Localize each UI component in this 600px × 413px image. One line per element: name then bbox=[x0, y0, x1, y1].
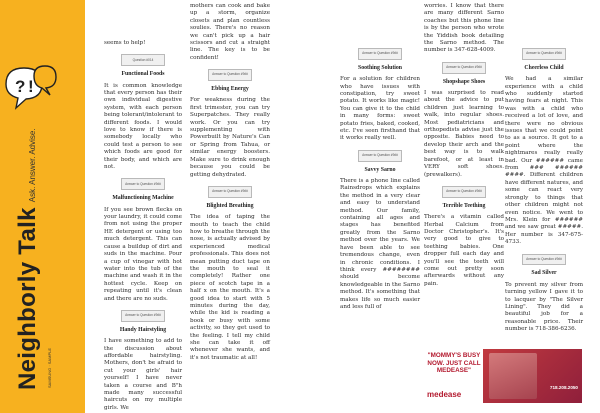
ad-right-panel bbox=[483, 349, 582, 403]
question-tag: Answer to Question #9## bbox=[121, 178, 165, 190]
section-body: For a solution for children who have issues with constipation, try sweet potato. It works like magic! You can give it to the child in many forms: sweet potato fries, baked, cooked, etc. I've seen firsthand that it works really well. bbox=[340, 76, 420, 142]
question-tag: Answer to Question #9## bbox=[522, 254, 566, 266]
section-body: For weakness during the first trimester, you can try Superpatches. They really work. Or you can try supplementing with Powerbuilt by Nature's Can or Spring from Tahua, or similar energy boosters. Make sure to drink enough because you could be getting dehydrated. bbox=[190, 97, 270, 178]
medease-advertisement[interactable] bbox=[425, 349, 582, 403]
question-tag: Answer to Question #9## bbox=[442, 186, 486, 198]
section-heading: Malfunctioning Machine bbox=[112, 195, 174, 202]
svg-text:?: ? bbox=[15, 77, 26, 96]
section-body: There's a vitamin called Herbal Calcium from Doctor Christopher's. It's very good to give to teething babies. One dropper full each day and you'll see the teeth will come out pretty soon afterwards without any pain. bbox=[424, 214, 504, 287]
section-heading: Shopshape Shoes bbox=[442, 78, 486, 85]
ad-brand: medease bbox=[427, 390, 462, 399]
intro-text: mothers can cook and bake up a storm, organize closets and plan countless soulies. There's no reason we can't pick up a hair scissors and cut a straight line. The key is to be confident! bbox=[190, 3, 270, 61]
question-tag: Answer to Question #9## bbox=[208, 186, 252, 198]
ad-left-panel bbox=[425, 349, 483, 403]
column-2 bbox=[190, 0, 270, 413]
question-tag: Answer to Question #9## bbox=[358, 150, 402, 162]
sidebar-small-text: SAMSUNG · SAMPLE bbox=[47, 347, 52, 388]
section-body: There is a phone line called Rainsdrops which explains the method in a very clear and easy to understand method. Our family, containing all ages and stages has benefited greatly from the Sarno method over the years. We have been able to see tremendous change, even in chronic conditions. I think every ######## should become knowledgeable in the Sarno method. It's something that makes life so much easier and less full of bbox=[340, 178, 420, 310]
svg-text:!: ! bbox=[28, 77, 34, 96]
section-body: It is common knowledge that every person has their own individual digestive system, with each person being tolerant/intolerant to different foods. I would love to know if there is somebody locally who could test a person to see which foods are good for their body, and which are not. bbox=[104, 82, 182, 171]
title-text: Neighborly Talk bbox=[14, 207, 41, 390]
section-heading: Cheerless Child bbox=[524, 64, 564, 71]
section-heading: Handy Hairstyling bbox=[119, 326, 167, 333]
sidebar bbox=[0, 0, 85, 413]
intro-text: worries. I know that there are many different Sarno coaches but this phone line is by the person who wrote the Yiddish book detailing the Sarno method. The number is 347-628-4009. bbox=[424, 3, 504, 54]
section-body: If you see brown flecks on your laundry, it could come from not using the proper HE detergent or using too much detergent. This can cause a buildup of dirt and suds in the machine. Pour a cup of vinegar with hot water into the tub of the machine and wash it in the hottest cycle. Keep on repeating until it's clean and there are no suds. bbox=[104, 206, 182, 302]
question-tag: Question #014 bbox=[121, 54, 165, 66]
section-heading: Sad Silver bbox=[531, 270, 557, 277]
question-tag: Answer to Question #9## bbox=[208, 69, 252, 81]
question-tag: Answer to Question #9## bbox=[121, 310, 165, 322]
ad-headline: "MOMMY'S BUSY NOW. JUST CALL MEDEASE" bbox=[427, 352, 481, 375]
section-heading: Savvy Sarno bbox=[364, 166, 396, 173]
section-body: We had a similar experience with a child who suddenly started having fears at night. This was with a child who received a lot of love, and there were no obvious issues that we could point to as a source. It got to a point where the nightmares really really bad. Our ###### came from ### ###### ####. Different children have different natures, and some can react very strongly to things that other children might not even notice. We went to Mrs. Klein for ###### and we saw great #####. Her number is 347-675-4733. bbox=[505, 76, 583, 246]
section-title bbox=[14, 128, 42, 390]
section-body: To prevent my silver from turning yellow I gave it to to lacquer by "The Silver Lining". They did a beautiful job for a reasonable price. Their number is 718-386-6236. bbox=[505, 281, 583, 333]
column-3 bbox=[340, 0, 420, 413]
subtitle-text: Ask. Answer. Advise. bbox=[28, 128, 37, 203]
speech-bubbles-icon bbox=[2, 62, 58, 112]
section-heading: Soothing Solution bbox=[358, 64, 402, 71]
question-tag: Answer to Question #9## bbox=[522, 48, 566, 60]
question-tag: Answer to Question #9## bbox=[358, 48, 402, 60]
ad-photo bbox=[489, 353, 537, 399]
section-heading: Blighted Breathing bbox=[206, 202, 254, 209]
section-body: I was surprised to read about the advice to put children just learning to walk, into regular shoes. Most pediatricians and orthopedists advise just the opposite. Babies need to develop their arch and the best way is to walk barefoot, or at least in VERY soft shoes. (prewalkers). bbox=[424, 90, 504, 178]
ad-phone: 718.208.2050 bbox=[549, 385, 578, 390]
intro-text: seems to help! bbox=[104, 40, 146, 46]
section-body: The idea of taping the mouth to teach the child how to breathe through the nose, is actually advised by experienced medical professionals. This does not mean putting duct tape on the mouth to seal it completely! Rather one piece of scotch tape in a half x on the mouth. It's a good idea to start with 5 minutes during the day, while the kid is reading a book or busy with some activity, so they get used to the feeling. I tell my child she can take it off whenever she wants, and it's not traumatic at all! bbox=[190, 214, 270, 361]
column-1 bbox=[104, 0, 182, 413]
section-heading: Functional Foods bbox=[121, 71, 165, 78]
section-heading: Ebbing Energy bbox=[211, 86, 249, 93]
section-body: I have something to add to the discussion about affordable hairstyling. Mothers, don't be afraid to cut your girls' hair yourself! I have never taken a course and B"h made many successful haircuts on my multiple girls. We bbox=[104, 338, 182, 411]
section-heading: Terrible Teething bbox=[442, 202, 486, 209]
question-tag: Answer to Question #9## bbox=[442, 62, 486, 74]
